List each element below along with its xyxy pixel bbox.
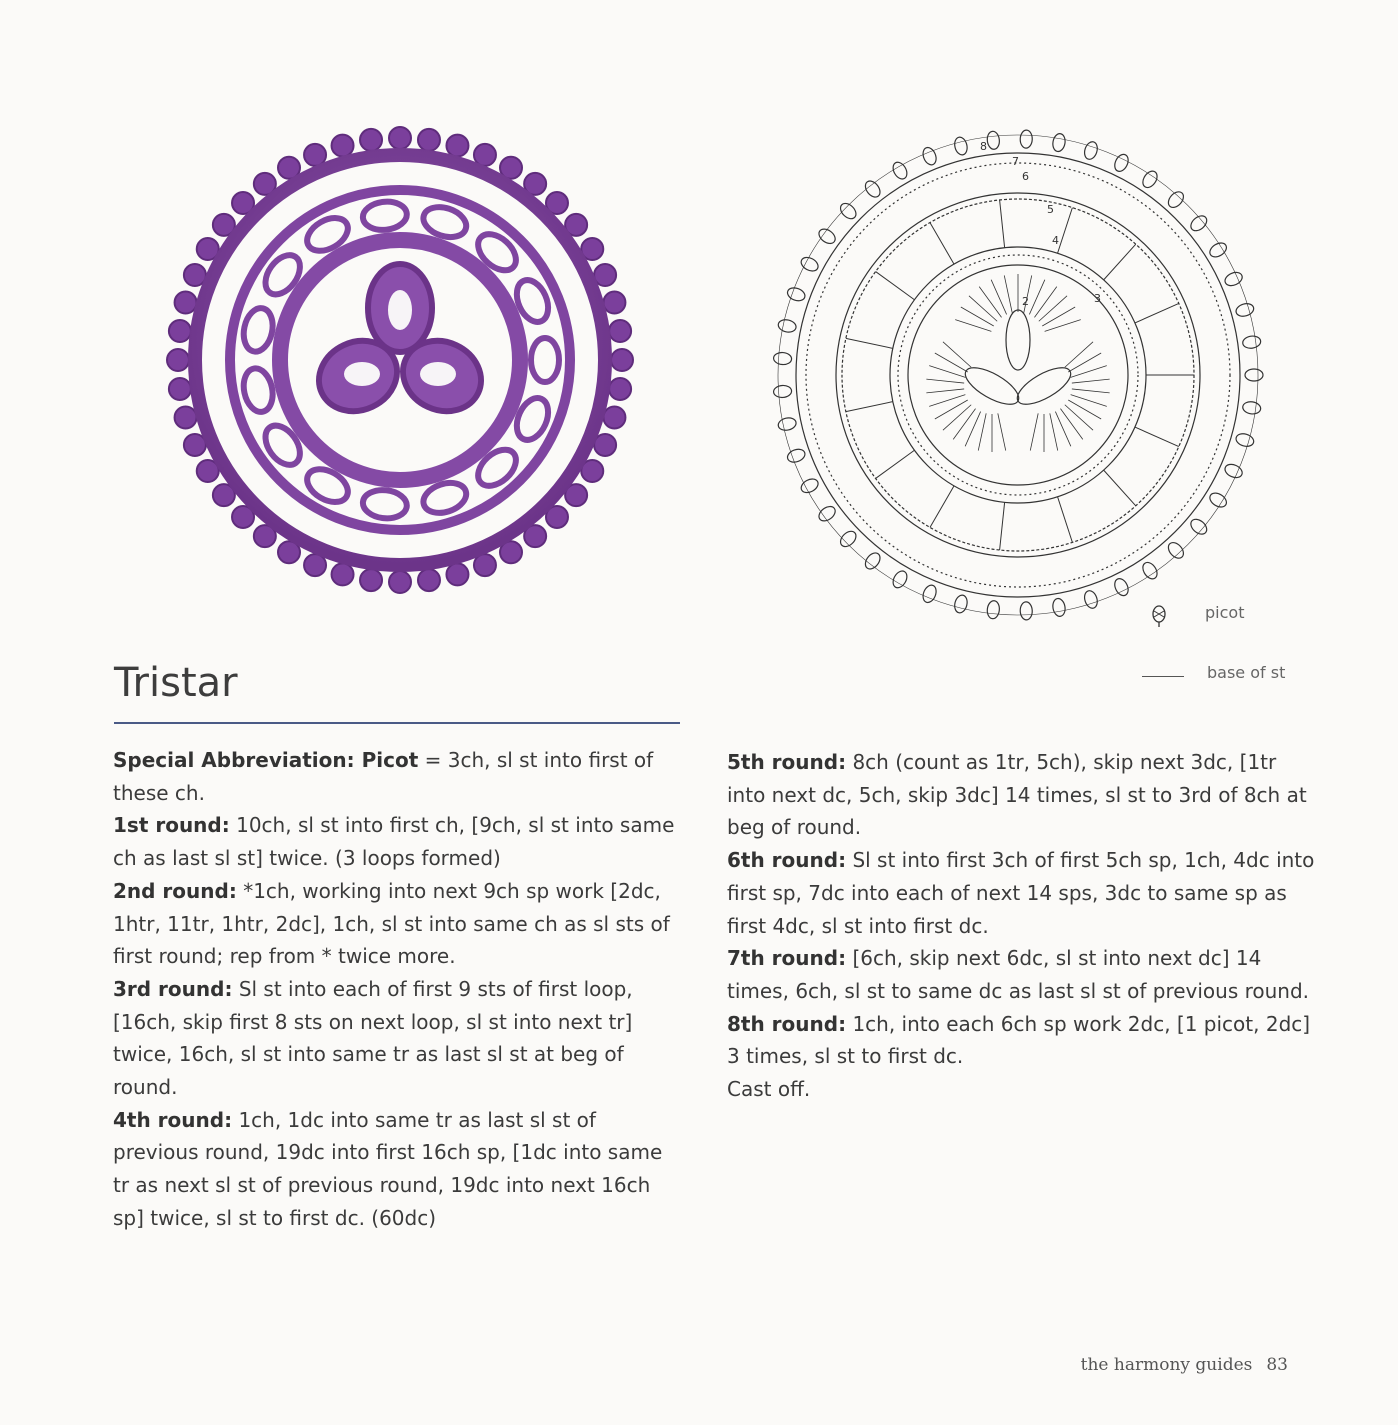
round-label-5: 5 (1047, 203, 1054, 216)
page-number: 83 (1266, 1355, 1288, 1375)
round-label-8: 8 (980, 140, 987, 153)
round-3: 3rd round: Sl st into each of first 9 sts of first loop, [16ch, skip first 8 sts on next loop, sl st into next tr] twice, 16ch, sl st into same tr as last sl st at beg of round. (113, 976, 633, 1100)
round-8: 8th round: 1ch, into each 6ch sp work 2dc, [1 picot, 2dc] 3 times, sl st to first dc. (727, 1011, 1311, 1069)
title-divider (114, 722, 680, 724)
round-2: 2nd round: *1ch, working into next 9ch sp work [2dc, 1htr, 11tr, 1htr, 2dc], 1ch, sl st into same ch as sl sts of first round; rep from * twice more. (113, 878, 670, 969)
round-6: 6th round: Sl st into first 3ch of first 5ch sp, 1ch, 4dc into first sp, 7dc into each of next 14 sps, 3dc to same sp as first 4dc, sl st into first dc. (727, 848, 1315, 938)
special-abbreviation: Special Abbreviation: Picot = 3ch, sl st into first of these ch. (113, 748, 654, 805)
series-name: the harmony guides (1080, 1355, 1253, 1375)
picot-symbol-icon (1150, 603, 1168, 627)
round-4: 4th round: 1ch, 1dc into same tr as last sl st of previous round, 19dc into first 16ch sp, [1dc into same tr as next sl st of previous round, 19dc into next 16ch sp] twice, sl st to first dc. (60dc) (113, 1107, 663, 1230)
round-5: 5th round: 8ch (count as 1tr, 5ch), skip next 3dc, [1tr into next dc, 5ch, skip 3dc] 14 times, sl st to 3rd of 8ch at beg of round. (727, 750, 1307, 840)
instructions-right-column (727, 746, 1317, 1106)
cast-off: Cast off. (727, 1077, 811, 1102)
legend-base-label: base of st (1207, 663, 1286, 682)
base-of-stitch-symbol (1142, 676, 1184, 677)
round-label-2: 2 (1022, 295, 1029, 308)
instructions-left-column (113, 744, 683, 1235)
round-label-7: 7 (1012, 155, 1019, 168)
round-label-6: 6 (1022, 170, 1029, 183)
page-footer (1081, 1355, 1288, 1375)
round-7: 7th round: [6ch, skip next 6dc, sl st into next dc] 14 times, 6ch, sl st to same dc as last sl st of previous round. (727, 946, 1310, 1003)
round-label-3: 3 (1094, 292, 1101, 305)
round-1: 1st round: 10ch, sl st into first ch, [9ch, sl st into same ch as last sl st] twice. (3 loops formed) (113, 813, 675, 871)
crochet-chart-diagram (760, 120, 1280, 630)
legend-picot-label: picot (1205, 603, 1245, 622)
crochet-motif-photo (160, 120, 640, 600)
pattern-title: Tristar (114, 660, 238, 706)
round-label-4: 4 (1052, 234, 1059, 247)
